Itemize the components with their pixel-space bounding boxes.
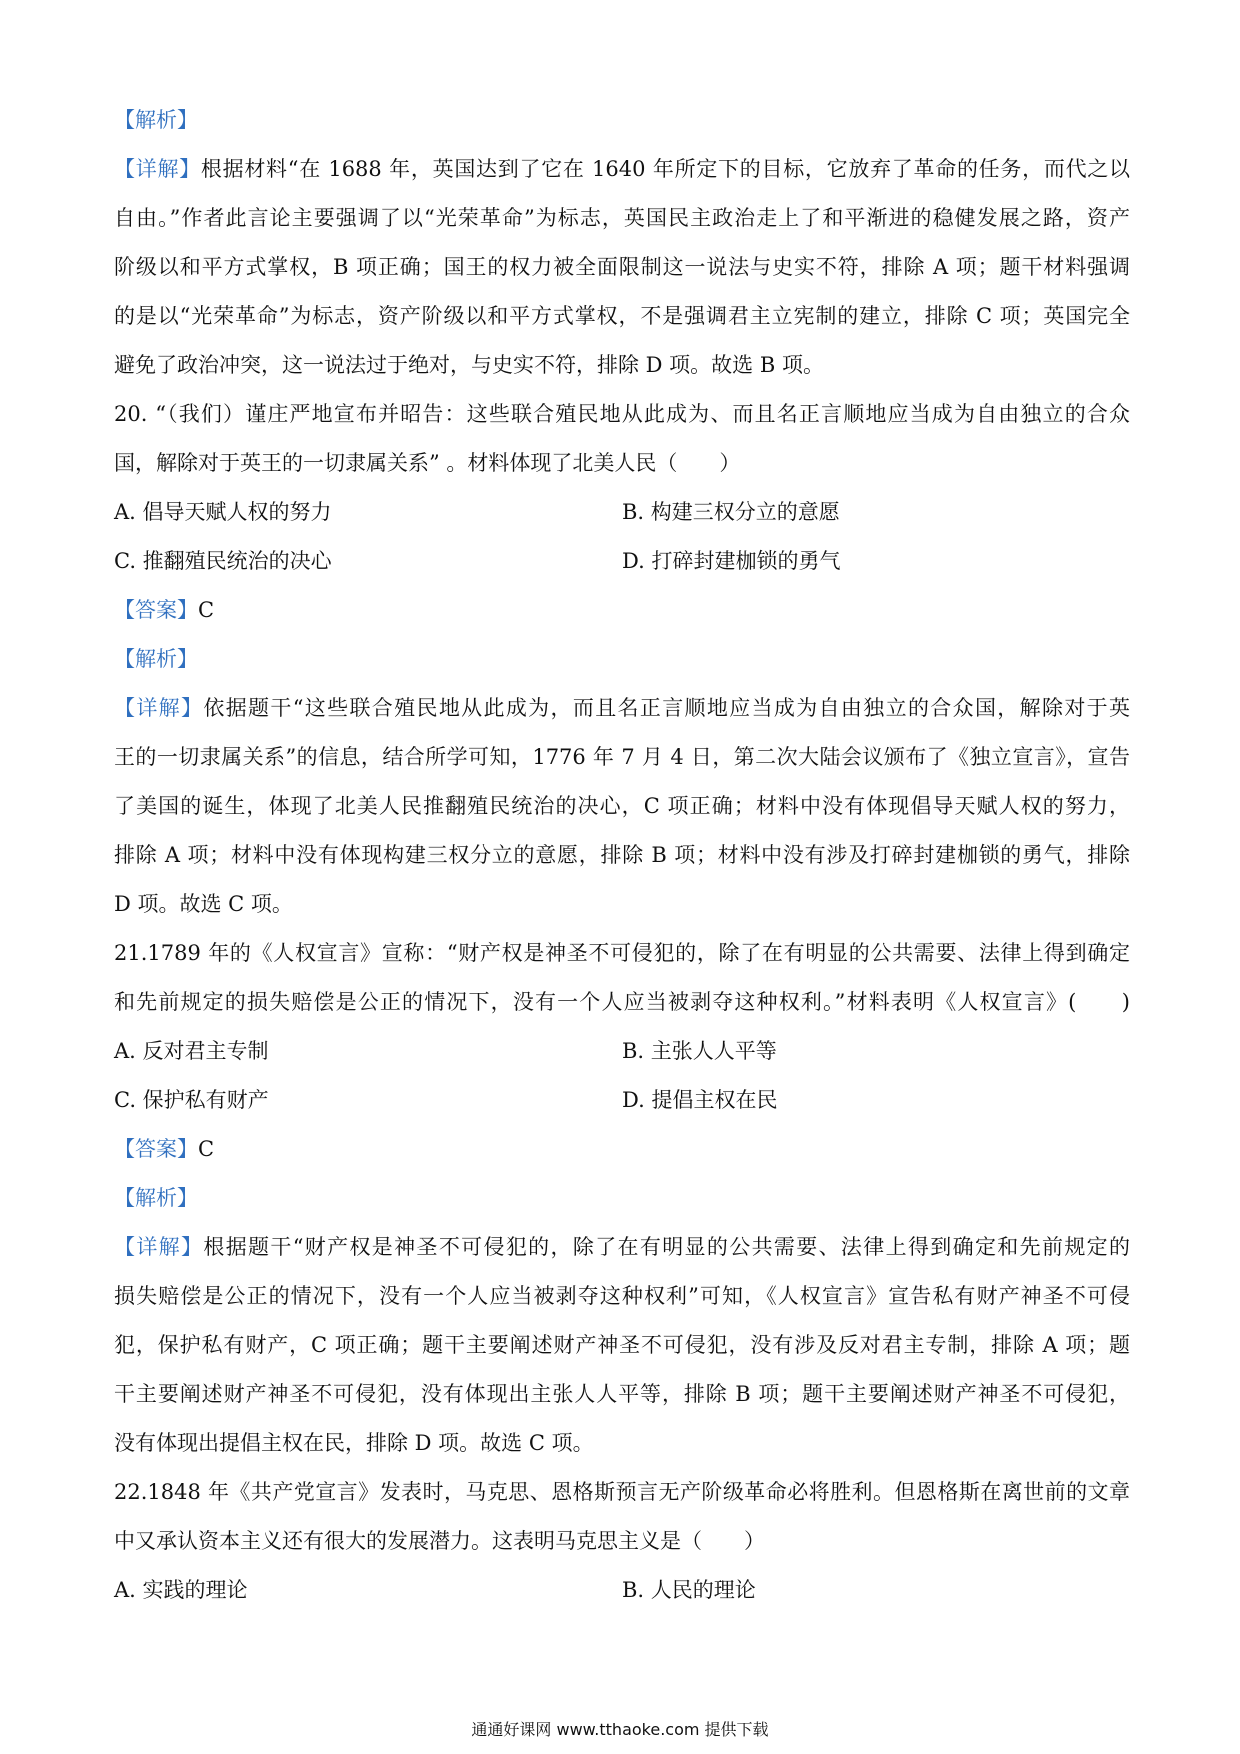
page-footer: 通通好课网 www.tthaoke.com 提供下载	[471, 1720, 769, 1739]
question-21-options-row	[114, 1027, 1130, 1076]
question-22-stem: 22.1848 年《共产党宣言》发表时，马克思、恩格斯预言无产阶级革命必将胜利。但恩格斯在离世前的文章	[114, 1480, 1130, 1504]
answer-value: C	[198, 598, 215, 622]
question-22-options-row	[114, 1566, 1130, 1615]
option-b: B. 主张人人平等	[622, 1039, 777, 1063]
jiexi-tag: 【解析】	[114, 1186, 198, 1210]
jiexi-tag: 【解析】	[114, 647, 198, 671]
option-c: C. 推翻殖民统治的决心	[114, 549, 332, 573]
question-20-options-row	[114, 488, 1130, 537]
answer-tag: 【答案】	[114, 598, 198, 622]
option-d: D. 打碎封建枷锁的勇气	[622, 549, 841, 573]
analysis-line: 的是以“光荣革命”为标志，资产阶级以和平方式掌权，不是强调君主立宪制的建立，排除 C 项；英国完全	[114, 304, 1130, 328]
analysis-line: 没有体现出提倡主权在民，排除 D 项。故选 C 项。	[114, 1431, 594, 1455]
question-22-stem: 中又承认资本主义还有很大的发展潜力。这表明马克思主义是（ ）	[114, 1529, 765, 1553]
answer-value: C	[198, 1137, 215, 1161]
analysis-line: 【详解】根据题干“财产权是神圣不可侵犯的，除了在有明显的公共需要、法律上得到确定和先前规定的	[114, 1235, 1131, 1259]
question-21-stem: 21.1789 年的《人权宣言》宣称：“财产权是神圣不可侵犯的，除了在有明显的公共需要、法律上得到确定	[114, 941, 1130, 965]
analysis-line: 犯，保护私有财产，C 项正确；题干主要阐述财产神圣不可侵犯，没有涉及反对君主专制，排除 A 项；题	[114, 1333, 1130, 1357]
question-21-options-row	[114, 1076, 1130, 1125]
analysis-line: 【详解】依据题干“这些联合殖民地从此成为，而且名正言顺地应当成为自由独立的合众国，解除对于英	[114, 696, 1131, 720]
question-20-options-row	[114, 537, 1130, 586]
option-b: B. 构建三权分立的意愿	[622, 500, 840, 524]
option-d: D. 提倡主权在民	[622, 1088, 778, 1112]
xiangjie-tag: 【详解】	[114, 157, 201, 181]
analysis-line: 阶级以和平方式掌权，B 项正确；国王的权力被全面限制这一说法与史实不符，排除 A 项；题干材料强调	[114, 255, 1130, 279]
analysis-line: 自由。”作者此言论主要强调了以“光荣革命”为标志，英国民主政治走上了和平渐进的稳健发展之路，资产	[114, 206, 1130, 230]
option-a: A. 实践的理论	[114, 1578, 248, 1602]
xiangjie-tag: 【详解】	[114, 1235, 204, 1259]
analysis-line: 干主要阐述财产神圣不可侵犯，没有体现出主张人人平等，排除 B 项；题干主要阐述财产神圣不可侵犯，	[114, 1382, 1130, 1406]
question-20-answer	[114, 586, 1130, 635]
analysis-line: 避免了政治冲突，这一说法过于绝对，与史实不符，排除 D 项。故选 B 项。	[114, 353, 824, 377]
xiangjie-tag: 【详解】	[114, 696, 204, 720]
page-content	[114, 96, 1130, 1615]
option-c: C. 保护私有财产	[114, 1088, 269, 1112]
option-a: A. 倡导天赋人权的努力	[114, 500, 332, 524]
analysis-line: D 项。故选 C 项。	[114, 892, 293, 916]
answer-tag: 【答案】	[114, 1137, 198, 1161]
option-a: A. 反对君主专制	[114, 1039, 269, 1063]
jiexi-tag: 【解析】	[114, 108, 198, 132]
question-21-stem: 和先前规定的损失赔偿是公正的情况下，没有一个人应当被剥夺这种权利。”材料表明《人权宣言》( )	[114, 990, 1130, 1014]
question-21-answer	[114, 1125, 1130, 1174]
question-20-stem: 国，解除对于英王的一切隶属关系” 。材料体现了北美人民（ ）	[114, 451, 741, 475]
analysis-line: 【详解】根据材料“在 1688 年，英国达到了它在 1640 年所定下的目标，它放弃了革命的任务，而代之以	[114, 157, 1131, 181]
analysis-line: 王的一切隶属关系”的信息，结合所学可知，1776 年 7 月 4 日，第二次大陆会议颁布了《独立宣言》，宣告	[114, 745, 1130, 769]
option-b: B. 人民的理论	[622, 1578, 756, 1602]
analysis-line: 损失赔偿是公正的情况下，没有一个人应当被剥夺这种权利”可知，《人权宣言》宣告私有财产神圣不可侵	[114, 1284, 1130, 1308]
analysis-line: 了美国的诞生，体现了北美人民推翻殖民统治的决心，C 项正确；材料中没有体现倡导天赋人权的努力，	[114, 794, 1130, 818]
analysis-line: 排除 A 项；材料中没有体现构建三权分立的意愿，排除 B 项；材料中没有涉及打碎封建枷锁的勇气，排除	[114, 843, 1130, 867]
question-20-stem: 20. “（我们）谨庄严地宣布并昭告：这些联合殖民地从此成为、而且名正言顺地应当成为自由独立的合众	[114, 402, 1130, 426]
